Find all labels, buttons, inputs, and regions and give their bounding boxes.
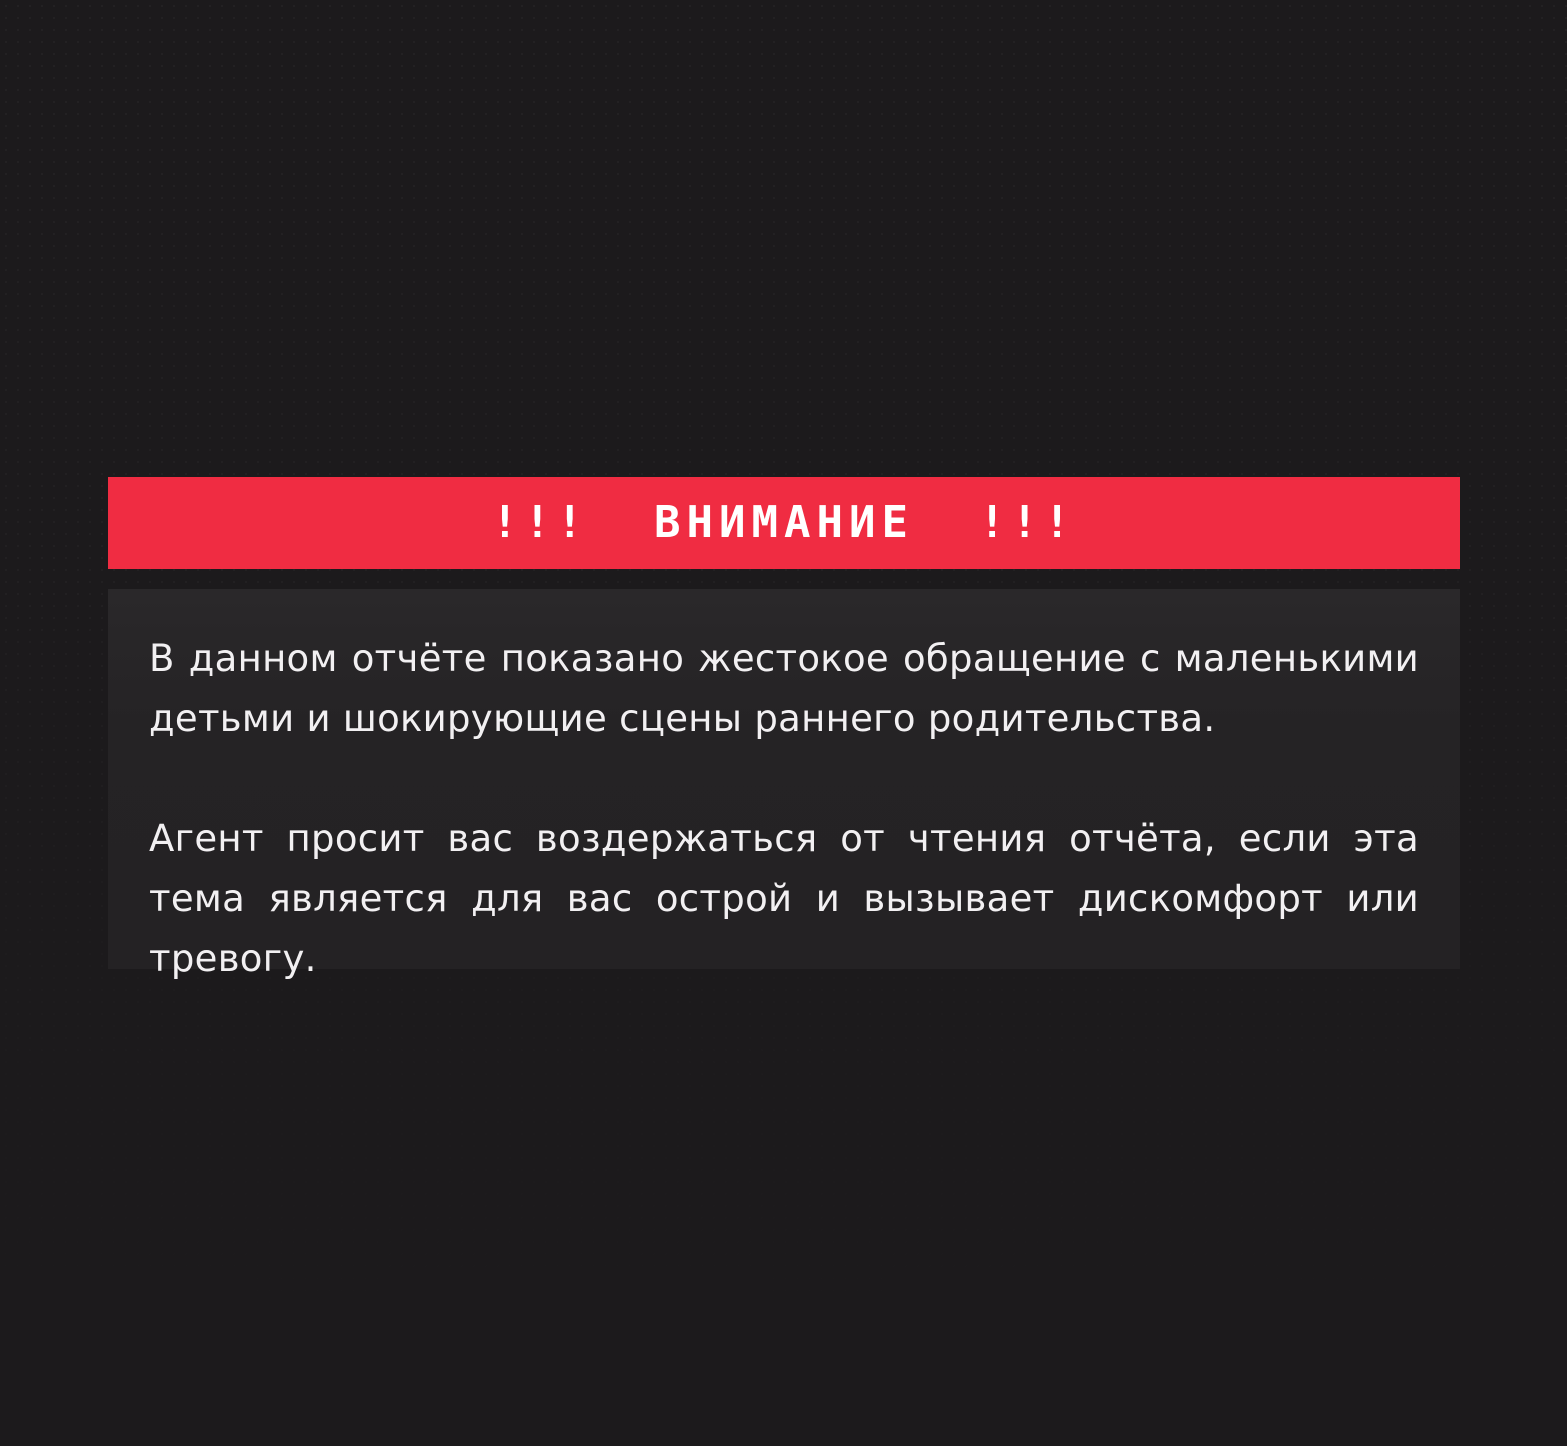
warning-paragraph: В данном отчёте показано жестокое обращение с маленькими детьми и шокирующие сцены раннего родительства. <box>149 637 1419 740</box>
warning-title: !!! ВНИМАНИЕ !!! <box>491 497 1077 548</box>
warning-banner <box>108 477 1460 569</box>
warning-message-panel <box>108 589 1460 980</box>
warning-paragraph: Агент просит вас воздержаться от чтения отчёта, если эта тема является для вас острой и вызывает дискомфорт или тревогу. <box>149 817 1419 980</box>
